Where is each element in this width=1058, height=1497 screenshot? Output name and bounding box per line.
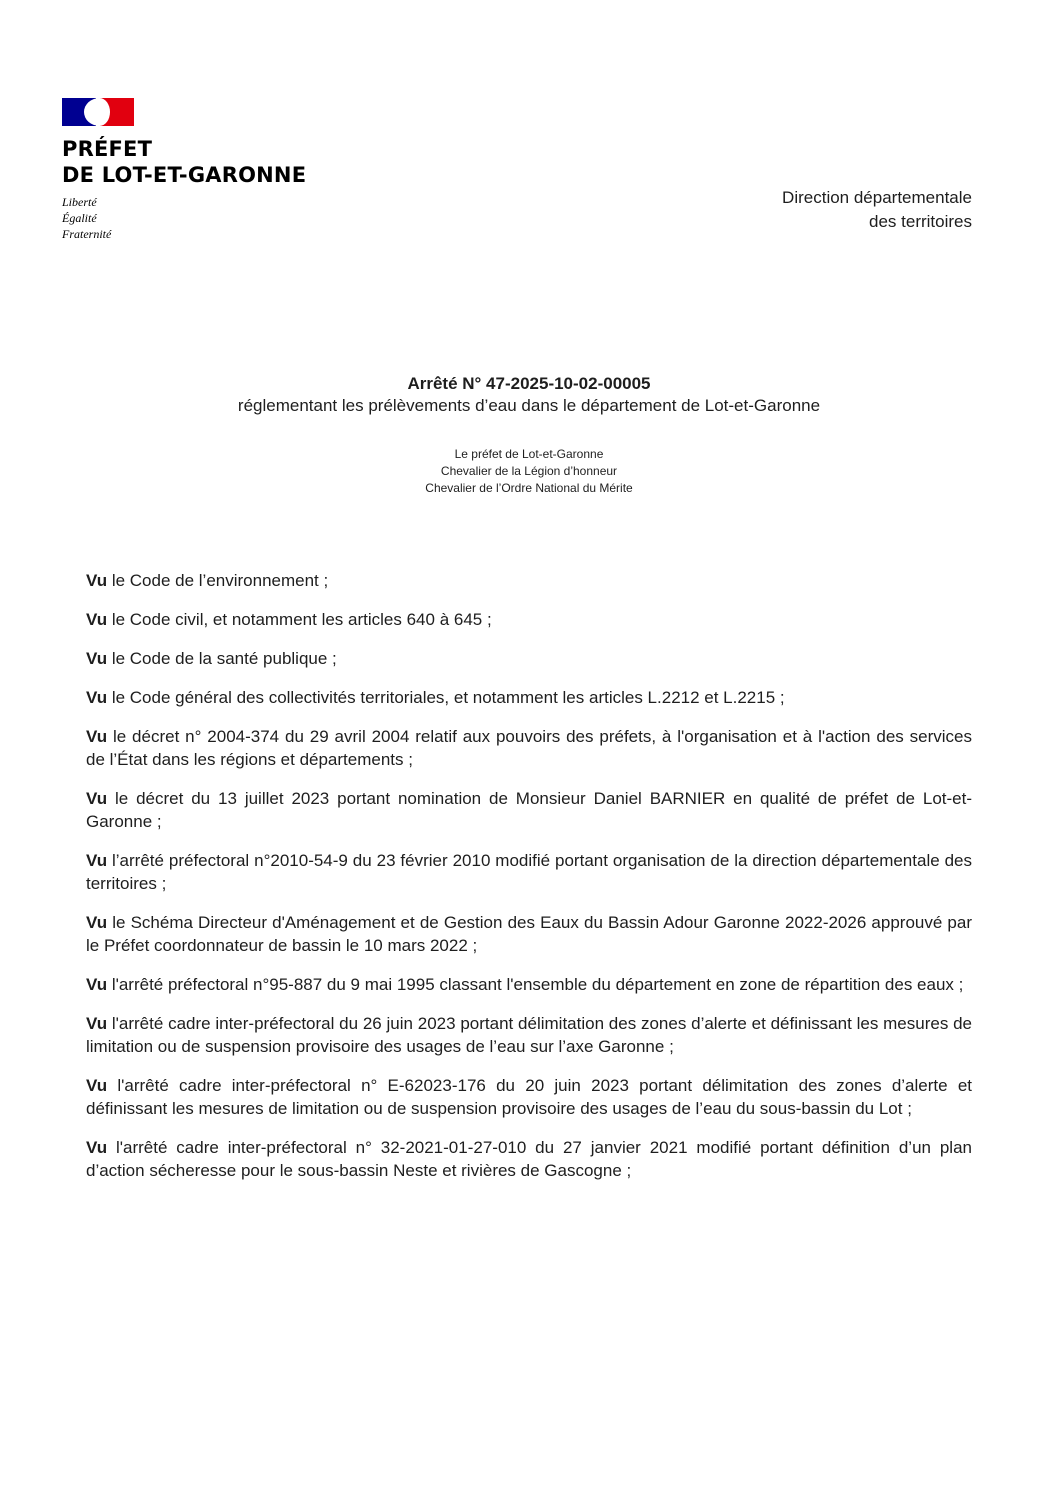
vu-lead: Vu xyxy=(86,571,108,590)
consideration-item xyxy=(86,608,972,631)
republic-motto xyxy=(62,194,306,242)
vu-lead: Vu xyxy=(86,649,108,668)
decree-heading xyxy=(0,373,1058,417)
marianne-flag-icon xyxy=(62,98,134,126)
brand-name xyxy=(62,136,306,188)
vu-lead: Vu xyxy=(86,1138,108,1157)
vu-lead: Vu xyxy=(86,851,108,870)
prefect-line: Le préfet de Lot-et-Garonne xyxy=(454,447,604,461)
consideration-text: le Code de la santé publique ; xyxy=(107,649,337,668)
consideration-text: l’arrêté préfectoral n°2010-54-9 du 23 février 2010 modifié portant organisation de la direction départementale des territoires ; xyxy=(86,851,972,893)
vu-lead: Vu xyxy=(86,610,108,629)
consideration-item xyxy=(86,686,972,709)
motto-liberte: Liberté xyxy=(62,195,97,209)
consideration-item xyxy=(86,647,972,670)
consideration-text: le Code de l’environnement ; xyxy=(107,571,329,590)
consideration-text: le Code général des collectivités territoriales, et notamment les articles L.2212 et L.2215 ; xyxy=(107,688,785,707)
consideration-text: le Schéma Directeur d'Aménagement et de Gestion des Eaux du Bassin Adour Garonne 2022-2026 approuvé par le Préfet coordonnateur de bassin le 10 mars 2022 ; xyxy=(86,913,972,955)
decree-title: Arrêté N° 47-2025-10-02-00005 xyxy=(407,374,651,393)
issuing-department xyxy=(782,186,972,234)
vu-lead: Vu xyxy=(86,1014,108,1033)
consideration-item xyxy=(86,849,972,895)
prefect-line: Chevalier de l’Ordre National du Mérite xyxy=(425,481,633,495)
consideration-item xyxy=(86,973,972,996)
consideration-text: le décret n° 2004-374 du 29 avril 2004 relatif aux pouvoirs des préfets, à l'organisation et à l'action des services de l’État dans les régions et départements ; xyxy=(86,727,972,769)
department-line-2: des territoires xyxy=(869,212,972,231)
vu-lead: Vu xyxy=(86,688,108,707)
consideration-text: le décret du 13 juillet 2023 portant nomination de Monsieur Daniel BARNIER en qualité de préfet de Lot-et-Garonne ; xyxy=(86,789,972,831)
department-line-1: Direction départementale xyxy=(782,188,972,207)
consideration-text: le Code civil, et notamment les articles 640 à 645 ; xyxy=(107,610,492,629)
motto-egalite: Égalité xyxy=(62,211,97,225)
vu-lead: Vu xyxy=(86,727,108,746)
prefecture-logo xyxy=(62,98,306,242)
prefect-line: Chevalier de la Légion d’honneur xyxy=(440,464,618,478)
brand-line-2: DE LOT-ET-GARONNE xyxy=(62,163,307,187)
consideration-item xyxy=(86,1012,972,1058)
consideration-text: l'arrêté préfectoral n°95-887 du 9 mai 1995 classant l'ensemble du département en zone de répartition des eaux ; xyxy=(107,975,964,994)
vu-lead: Vu xyxy=(86,913,108,932)
brand-line-1: PRÉFET xyxy=(62,137,153,161)
vu-lead: Vu xyxy=(86,789,108,808)
consideration-item xyxy=(86,787,972,833)
consideration-item xyxy=(86,569,972,592)
decree-subtitle: réglementant les prélèvements d’eau dans le département de Lot-et-Garonne xyxy=(237,396,821,415)
vu-lead: Vu xyxy=(86,1076,108,1095)
consideration-text: l'arrêté cadre inter-préfectoral du 26 juin 2023 portant délimitation des zones d’alerte et définissant les mesures de limitation ou de suspension provisoire des usages de l’eau sur l’axe Garonne ; xyxy=(86,1014,972,1056)
consideration-item xyxy=(86,911,972,957)
vu-lead: Vu xyxy=(86,975,108,994)
consideration-text: l'arrêté cadre inter-préfectoral n° 32-2021-01-27-010 du 27 janvier 2021 modifié portant définition d’un plan d’action sécheresse pour le sous-bassin Neste et rivières de Gascogne ; xyxy=(86,1138,972,1180)
consideration-item xyxy=(86,1136,972,1182)
considerations-list xyxy=(86,569,972,1198)
consideration-item xyxy=(86,1074,972,1120)
prefect-titles xyxy=(0,446,1058,497)
motto-fraternite: Fraternité xyxy=(62,227,112,241)
consideration-text: l'arrêté cadre inter-préfectoral n° E-62023-176 du 20 juin 2023 portant délimitation des zones d’alerte et définissant les mesures de limitation ou de suspension provisoire des usages de l’eau du sous-bassin du Lot ; xyxy=(86,1076,972,1118)
consideration-item xyxy=(86,725,972,771)
